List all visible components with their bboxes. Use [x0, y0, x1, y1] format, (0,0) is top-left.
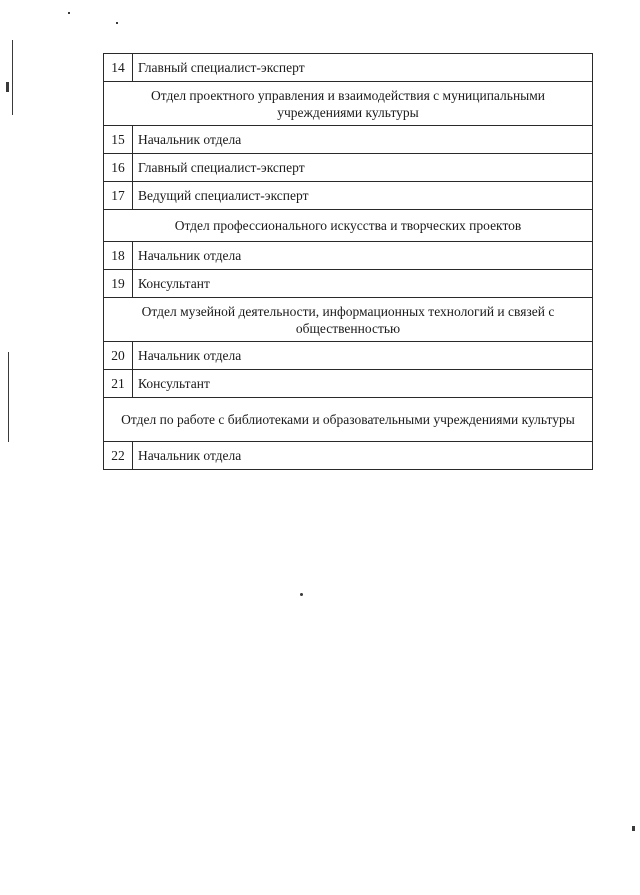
- department-title: Отдел проектного управления и взаимодействия с муниципальными учреждениями культуры: [104, 82, 593, 126]
- scan-dot: [300, 593, 303, 596]
- department-title: Отдел музейной деятельности, информационных технологий и связей с общественностью: [104, 298, 593, 342]
- table-row: [104, 442, 593, 470]
- position-title: Главный специалист-эксперт: [133, 154, 593, 182]
- position-title: Начальник отдела: [133, 242, 593, 270]
- position-title: Начальник отдела: [133, 126, 593, 154]
- row-number: 20: [104, 342, 133, 370]
- position-title: Консультант: [133, 270, 593, 298]
- department-row: [104, 298, 593, 342]
- table-row: [104, 54, 593, 82]
- table-row: [104, 154, 593, 182]
- table-row: [104, 270, 593, 298]
- position-title: Ведущий специалист-эксперт: [133, 182, 593, 210]
- scan-mark: [632, 826, 635, 831]
- scan-mark: [6, 82, 9, 92]
- position-title: Начальник отдела: [133, 342, 593, 370]
- row-number: 19: [104, 270, 133, 298]
- table-row: [104, 370, 593, 398]
- row-number: 21: [104, 370, 133, 398]
- table-row: [104, 342, 593, 370]
- scan-mark: [68, 12, 70, 14]
- department-title: Отдел по работе с библиотеками и образовательными учреждениями культуры: [104, 398, 593, 442]
- department-row: [104, 398, 593, 442]
- scan-mark: [12, 40, 13, 115]
- row-number: 22: [104, 442, 133, 470]
- table-row: [104, 182, 593, 210]
- department-title: Отдел профессионального искусства и творческих проектов: [104, 210, 593, 242]
- department-row: [104, 210, 593, 242]
- position-title: Консультант: [133, 370, 593, 398]
- staff-table: [103, 53, 593, 470]
- scan-mark: [116, 22, 118, 24]
- position-title: Главный специалист-эксперт: [133, 54, 593, 82]
- position-title: Начальник отдела: [133, 442, 593, 470]
- department-row: [104, 82, 593, 126]
- row-number: 16: [104, 154, 133, 182]
- scan-mark: [8, 352, 9, 442]
- row-number: 17: [104, 182, 133, 210]
- table-row: [104, 242, 593, 270]
- row-number: 14: [104, 54, 133, 82]
- table-row: [104, 126, 593, 154]
- row-number: 18: [104, 242, 133, 270]
- row-number: 15: [104, 126, 133, 154]
